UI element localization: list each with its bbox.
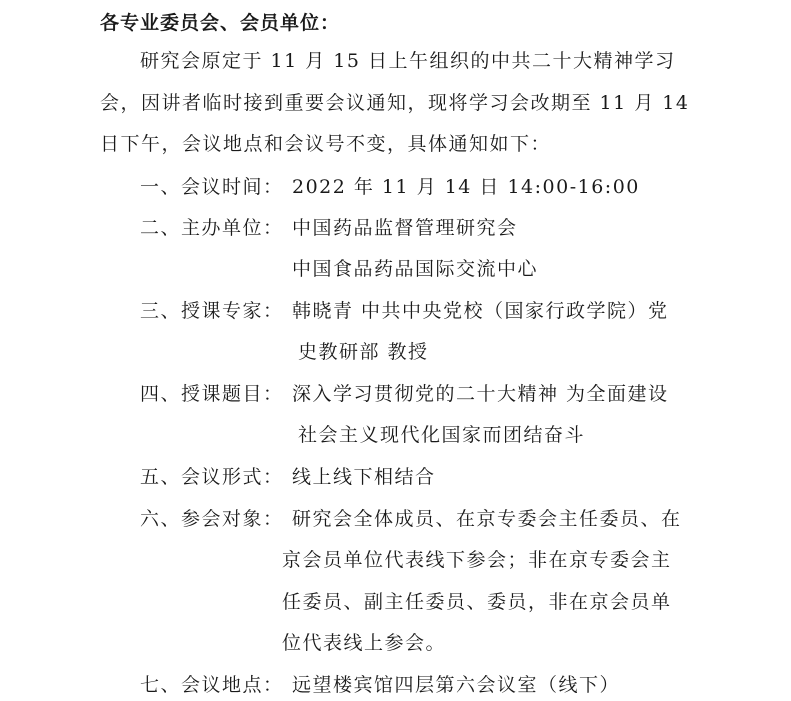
attendees-value-1: 研究会全体成员、在京专委会主任委员、在 <box>292 508 682 530</box>
attendees-value-3: 任委员、副主任委员、委员，非在京会员单 <box>282 591 672 613</box>
format-value: 线上线下相结合 <box>292 466 436 488</box>
lecturer-value-2: 史教研部 教授 <box>298 341 429 363</box>
intro-line-2: 会，因讲者临时接到重要会议通知，现将学习会改期至 11 月 14 <box>100 92 690 114</box>
attendees-value-4: 位代表线上参会。 <box>282 632 447 654</box>
lecturer-value-1: 韩晓青 中共中央党校（国家行政学院）党 <box>292 300 669 322</box>
topic-label: 四、授课题目： <box>140 383 284 405</box>
venue-label: 七、会议地点： <box>140 674 284 696</box>
time-value: 2022 年 11 月 14 日 14:00-16:00 <box>292 176 640 198</box>
topic-value-2: 社会主义现代化国家而团结奋斗 <box>298 424 586 446</box>
attendees-value-2: 京会员单位代表线下参会；非在京专委会主 <box>282 549 672 571</box>
venue-value: 远望楼宾馆四层第六会议室（线下） <box>292 674 621 696</box>
host-value-1: 中国药品监督管理研究会 <box>292 217 518 239</box>
attendees-label: 六、参会对象： <box>140 508 284 530</box>
lecturer-label: 三、授课专家： <box>140 300 284 322</box>
host-value-2: 中国食品药品国际交流中心 <box>292 258 539 280</box>
topic-value-1: 深入学习贯彻党的二十大精神 为全面建设 <box>292 383 669 405</box>
notice-heading: 各专业委员会、会员单位： <box>100 12 341 34</box>
time-label: 一、会议时间： <box>140 176 284 198</box>
intro-line-1: 研究会原定于 11 月 15 日上午组织的中共二十大精神学习 <box>140 50 676 72</box>
host-label: 二、主办单位： <box>140 217 284 239</box>
intro-line-3: 日下午，会议地点和会议号不变，具体通知如下： <box>100 133 552 155</box>
format-label: 五、会议形式： <box>140 466 284 488</box>
